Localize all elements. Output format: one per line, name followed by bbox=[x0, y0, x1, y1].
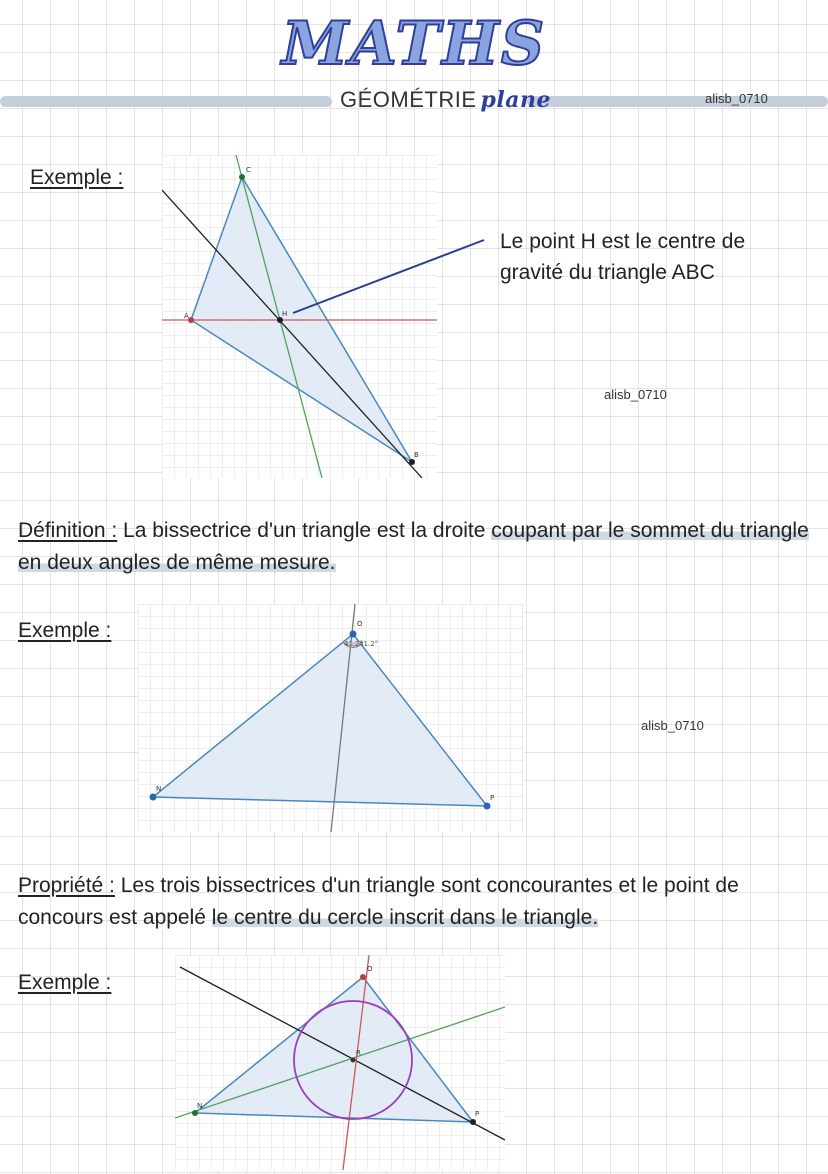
figure-incircle bbox=[175, 955, 505, 1170]
label-o: O bbox=[367, 965, 373, 973]
point-p bbox=[470, 1119, 476, 1125]
author-tag: alisb_0710 bbox=[705, 91, 768, 106]
label-p: P bbox=[475, 1110, 480, 1118]
point-n bbox=[192, 1110, 198, 1116]
subtitle-main: GÉOMÉTRIE bbox=[340, 87, 477, 112]
label-c: C bbox=[246, 166, 251, 174]
point-r bbox=[351, 1058, 356, 1063]
label-h: H bbox=[282, 310, 288, 318]
page-title: MATHS bbox=[281, 9, 547, 79]
point-p bbox=[484, 803, 491, 810]
label-o: O bbox=[357, 620, 363, 628]
angle-label-1: 41.2° bbox=[344, 640, 364, 648]
watermark-1: alisb_0710 bbox=[604, 387, 667, 402]
label-n: N bbox=[197, 1102, 203, 1110]
property-block bbox=[18, 870, 818, 934]
angle-label-2: 41.2° bbox=[359, 640, 379, 648]
property-label: Propriété : bbox=[18, 874, 115, 897]
label-b: B bbox=[414, 451, 419, 459]
label-n: N bbox=[156, 785, 162, 793]
definition-text: La bissectrice d'un triangle est la droite bbox=[117, 519, 492, 542]
triangle-onp bbox=[153, 634, 487, 806]
example-label-2: Exemple : bbox=[18, 619, 112, 642]
point-o bbox=[350, 631, 357, 638]
figure-bisector-svg bbox=[138, 604, 524, 832]
point-n bbox=[150, 794, 157, 801]
label-r: R bbox=[356, 1049, 361, 1057]
label-a: A bbox=[184, 312, 189, 320]
label-p: P bbox=[490, 794, 495, 802]
example-label-3: Exemple : bbox=[18, 971, 112, 994]
centroid-note: Le point H est le centre de gravité du triangle ABC bbox=[500, 230, 746, 284]
property-text: Les trois bissectrices d'un triangle sont concourantes et le point de concours est appelé bbox=[18, 874, 739, 929]
point-o bbox=[360, 974, 366, 980]
example-label-1: Exemple : bbox=[30, 166, 124, 189]
figure-bisector bbox=[138, 604, 524, 832]
watermark-2: alisb_0710 bbox=[641, 718, 704, 733]
figure-incircle-svg bbox=[175, 955, 505, 1170]
definition-block bbox=[18, 515, 818, 579]
definition-highlight: coupant par le sommet du triangle en deux angles de même mesure. bbox=[18, 519, 809, 574]
pointer-line bbox=[293, 240, 484, 313]
subtitle-accent: plane bbox=[480, 87, 552, 113]
property-highlight: le centre du cercle inscrit dans le triangle. bbox=[211, 906, 599, 929]
definition-label: Définition : bbox=[18, 519, 118, 542]
